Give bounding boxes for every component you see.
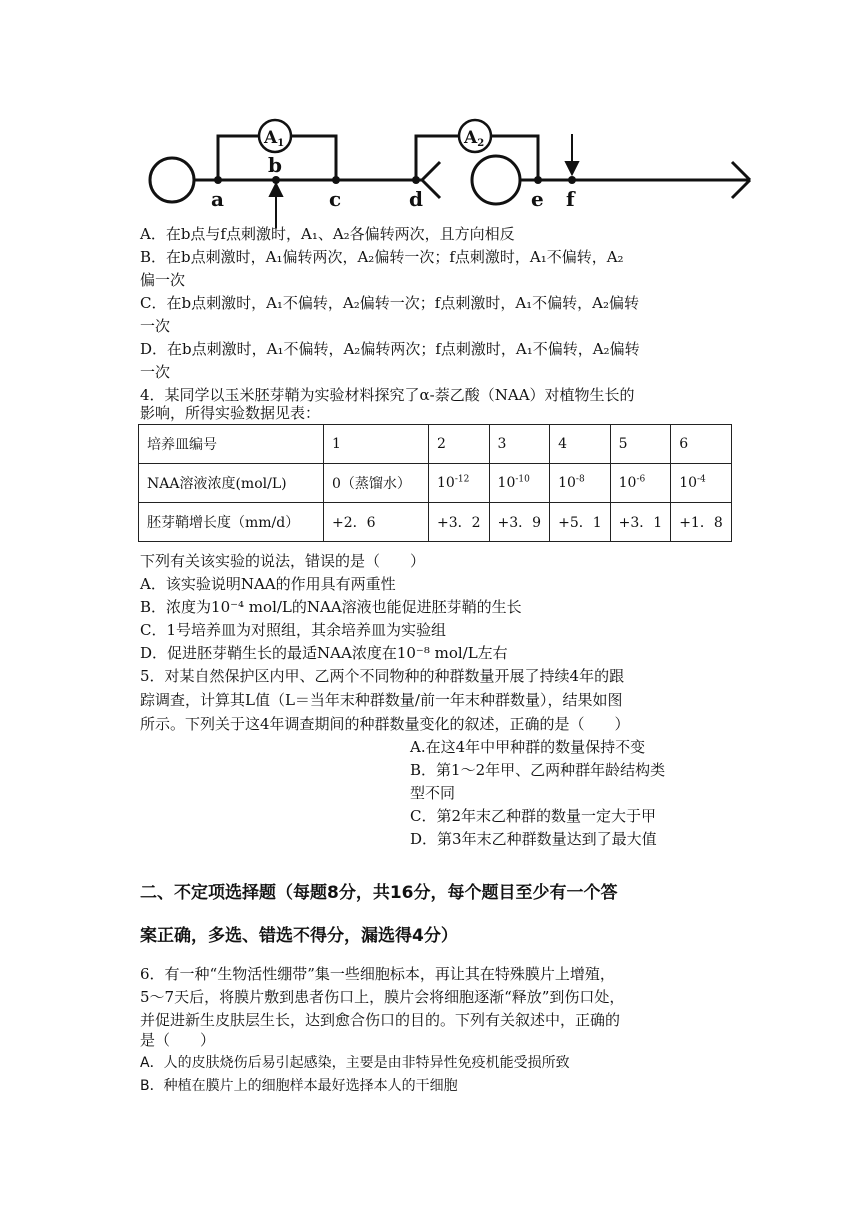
table-cell: +5．1	[550, 503, 611, 542]
q4-stem-line1: 4．某同学以玉米胚芽鞘为实验材料探究了α-萘乙酸（NAA）对植物生长的	[140, 386, 635, 404]
table-cell: 6	[671, 425, 732, 464]
neuron-cell-body-left	[150, 158, 194, 202]
meter-label-a2: A2	[464, 128, 485, 149]
table-row	[139, 503, 732, 542]
table-cell: +3．1	[610, 503, 671, 542]
table-cell: +1．8	[671, 503, 732, 542]
q4-option-d: D．促进胚芽鞘生长的最适NAA浓度在10⁻⁸ mol/L左右	[140, 644, 508, 662]
q3-option-b-cont: 偏一次	[140, 271, 186, 289]
q4-option-c: C．1号培养皿为对照组，其余培养皿为实验组	[140, 621, 447, 639]
q4-stem-line2: 影响，所得实验数据见表：	[140, 404, 321, 422]
q5-option-d: D．第3年末乙种群数量达到了最大值	[410, 830, 657, 848]
section-heading-line2: 案正确，多选、错选不得分，漏选得4分）	[140, 926, 458, 946]
table-row	[139, 425, 732, 464]
table-cell: +2．6	[324, 503, 429, 542]
table-cell: 2	[429, 425, 490, 464]
q3-option-c-cont: 一次	[140, 317, 171, 335]
table-row-label: 培养皿编号	[139, 425, 324, 464]
table-row-label: NAA溶液浓度(mol/L)	[139, 464, 324, 503]
table-row-label: 胚芽鞘增长度（mm/d）	[139, 503, 324, 542]
q4-option-b: B．浓度为10⁻⁴ mol/L的NAA溶液也能促进胚芽鞘的生长	[140, 598, 522, 616]
q6-stem-line1: 6．有一种“生物活性绷带”集一些细胞标本，再让其在特殊膜片上增殖，	[140, 965, 615, 983]
q4-option-a: A．该实验说明NAA的作用具有两重性	[140, 575, 396, 593]
naa-data-table	[138, 424, 732, 542]
table-cell: $10^{-8}$	[550, 464, 611, 503]
point-label-a: a	[211, 187, 224, 211]
q5-stem-line3: 所示。下列关于这4年调查期间的种群数量变化的叙述，正确的是（ ）	[140, 715, 630, 733]
point-label-f: f	[566, 187, 575, 211]
q6-option-b: B．种植在膜片上的细胞样本最好选择本人的干细胞	[140, 1078, 458, 1094]
meter-label-a1: A1	[264, 128, 285, 149]
point-label-b: b	[268, 153, 282, 177]
q5-stem-line2: 踪调查，计算其L值（L＝当年末种群数量/前一年末种群数量），结果如图	[140, 691, 623, 709]
table-cell: 1	[324, 425, 429, 464]
table-cell: $10^{-10}$	[489, 464, 550, 503]
table-cell: 5	[610, 425, 671, 464]
q6-option-a: A．人的皮肤烧伤后易引起感染，主要是由非特异性免疫机能受损所致	[140, 1055, 570, 1071]
q3-option-a: A．在b点与f点刺激时，A₁、A₂各偏转两次，且方向相反	[140, 225, 515, 243]
table-cell: 3	[489, 425, 550, 464]
q3-option-c: C．在b点刺激时，A₁不偏转，A₂偏转一次；f点刺激时，A₁不偏转，A₂偏转	[140, 294, 640, 312]
q5-option-c: C．第2年末乙种群的数量一定大于甲	[410, 807, 657, 825]
q5-option-a: A.在这4年中甲种群的数量保持不变	[410, 738, 646, 756]
q5-stem-line1: 5．对某自然保护区内甲、乙两个不同物种的种群数量开展了持续4年的跟	[140, 667, 625, 685]
q6-stem-line3: 并促进新生皮肤层生长，达到愈合伤口的目的。下列有关叙述中，正确的	[140, 1011, 621, 1029]
table-cell: 4	[550, 425, 611, 464]
table-cell: 0（蒸馏水）	[324, 464, 429, 503]
section-heading-line1: 二、不定项选择题（每题8分，共16分，每个题目至少有一个答	[140, 883, 618, 903]
nerve-galvanometer-diagram	[140, 110, 760, 230]
q5-option-b-cont: 型不同	[410, 784, 456, 802]
neuron-cell-body-middle	[472, 156, 520, 204]
q6-stem-line4: 是（ ）	[140, 1031, 216, 1049]
table-cell: $10^{-6}$	[610, 464, 671, 503]
point-label-e: e	[531, 187, 544, 211]
synapse-terminal	[422, 162, 440, 198]
table-cell: +3．2	[429, 503, 490, 542]
q3-option-b: B．在b点刺激时，A₁偏转两次，A₂偏转一次；f点刺激时，A₁不偏转，A₂	[140, 248, 624, 266]
q3-option-d-cont: 一次	[140, 363, 171, 381]
table-cell: $10^{-4}$	[671, 464, 732, 503]
table-cell: +3．9	[489, 503, 550, 542]
q5-option-b: B．第1～2年甲、乙两种群年龄结构类	[410, 761, 666, 779]
q6-stem-line2: 5～7天后，将膜片敷到患者伤口上，膜片会将细胞逐渐“释放”到伤口处，	[140, 988, 625, 1006]
q4-question: 下列有关该实验的说法，错误的是（ ）	[140, 552, 426, 570]
table-row	[139, 464, 732, 503]
q3-option-d: D．在b点刺激时，A₁不偏转，A₂偏转两次；f点刺激时，A₁不偏转，A₂偏转	[140, 340, 640, 358]
point-label-c: c	[329, 187, 342, 211]
point-label-d: d	[409, 187, 423, 211]
table-cell: $10^{-12}$	[429, 464, 490, 503]
